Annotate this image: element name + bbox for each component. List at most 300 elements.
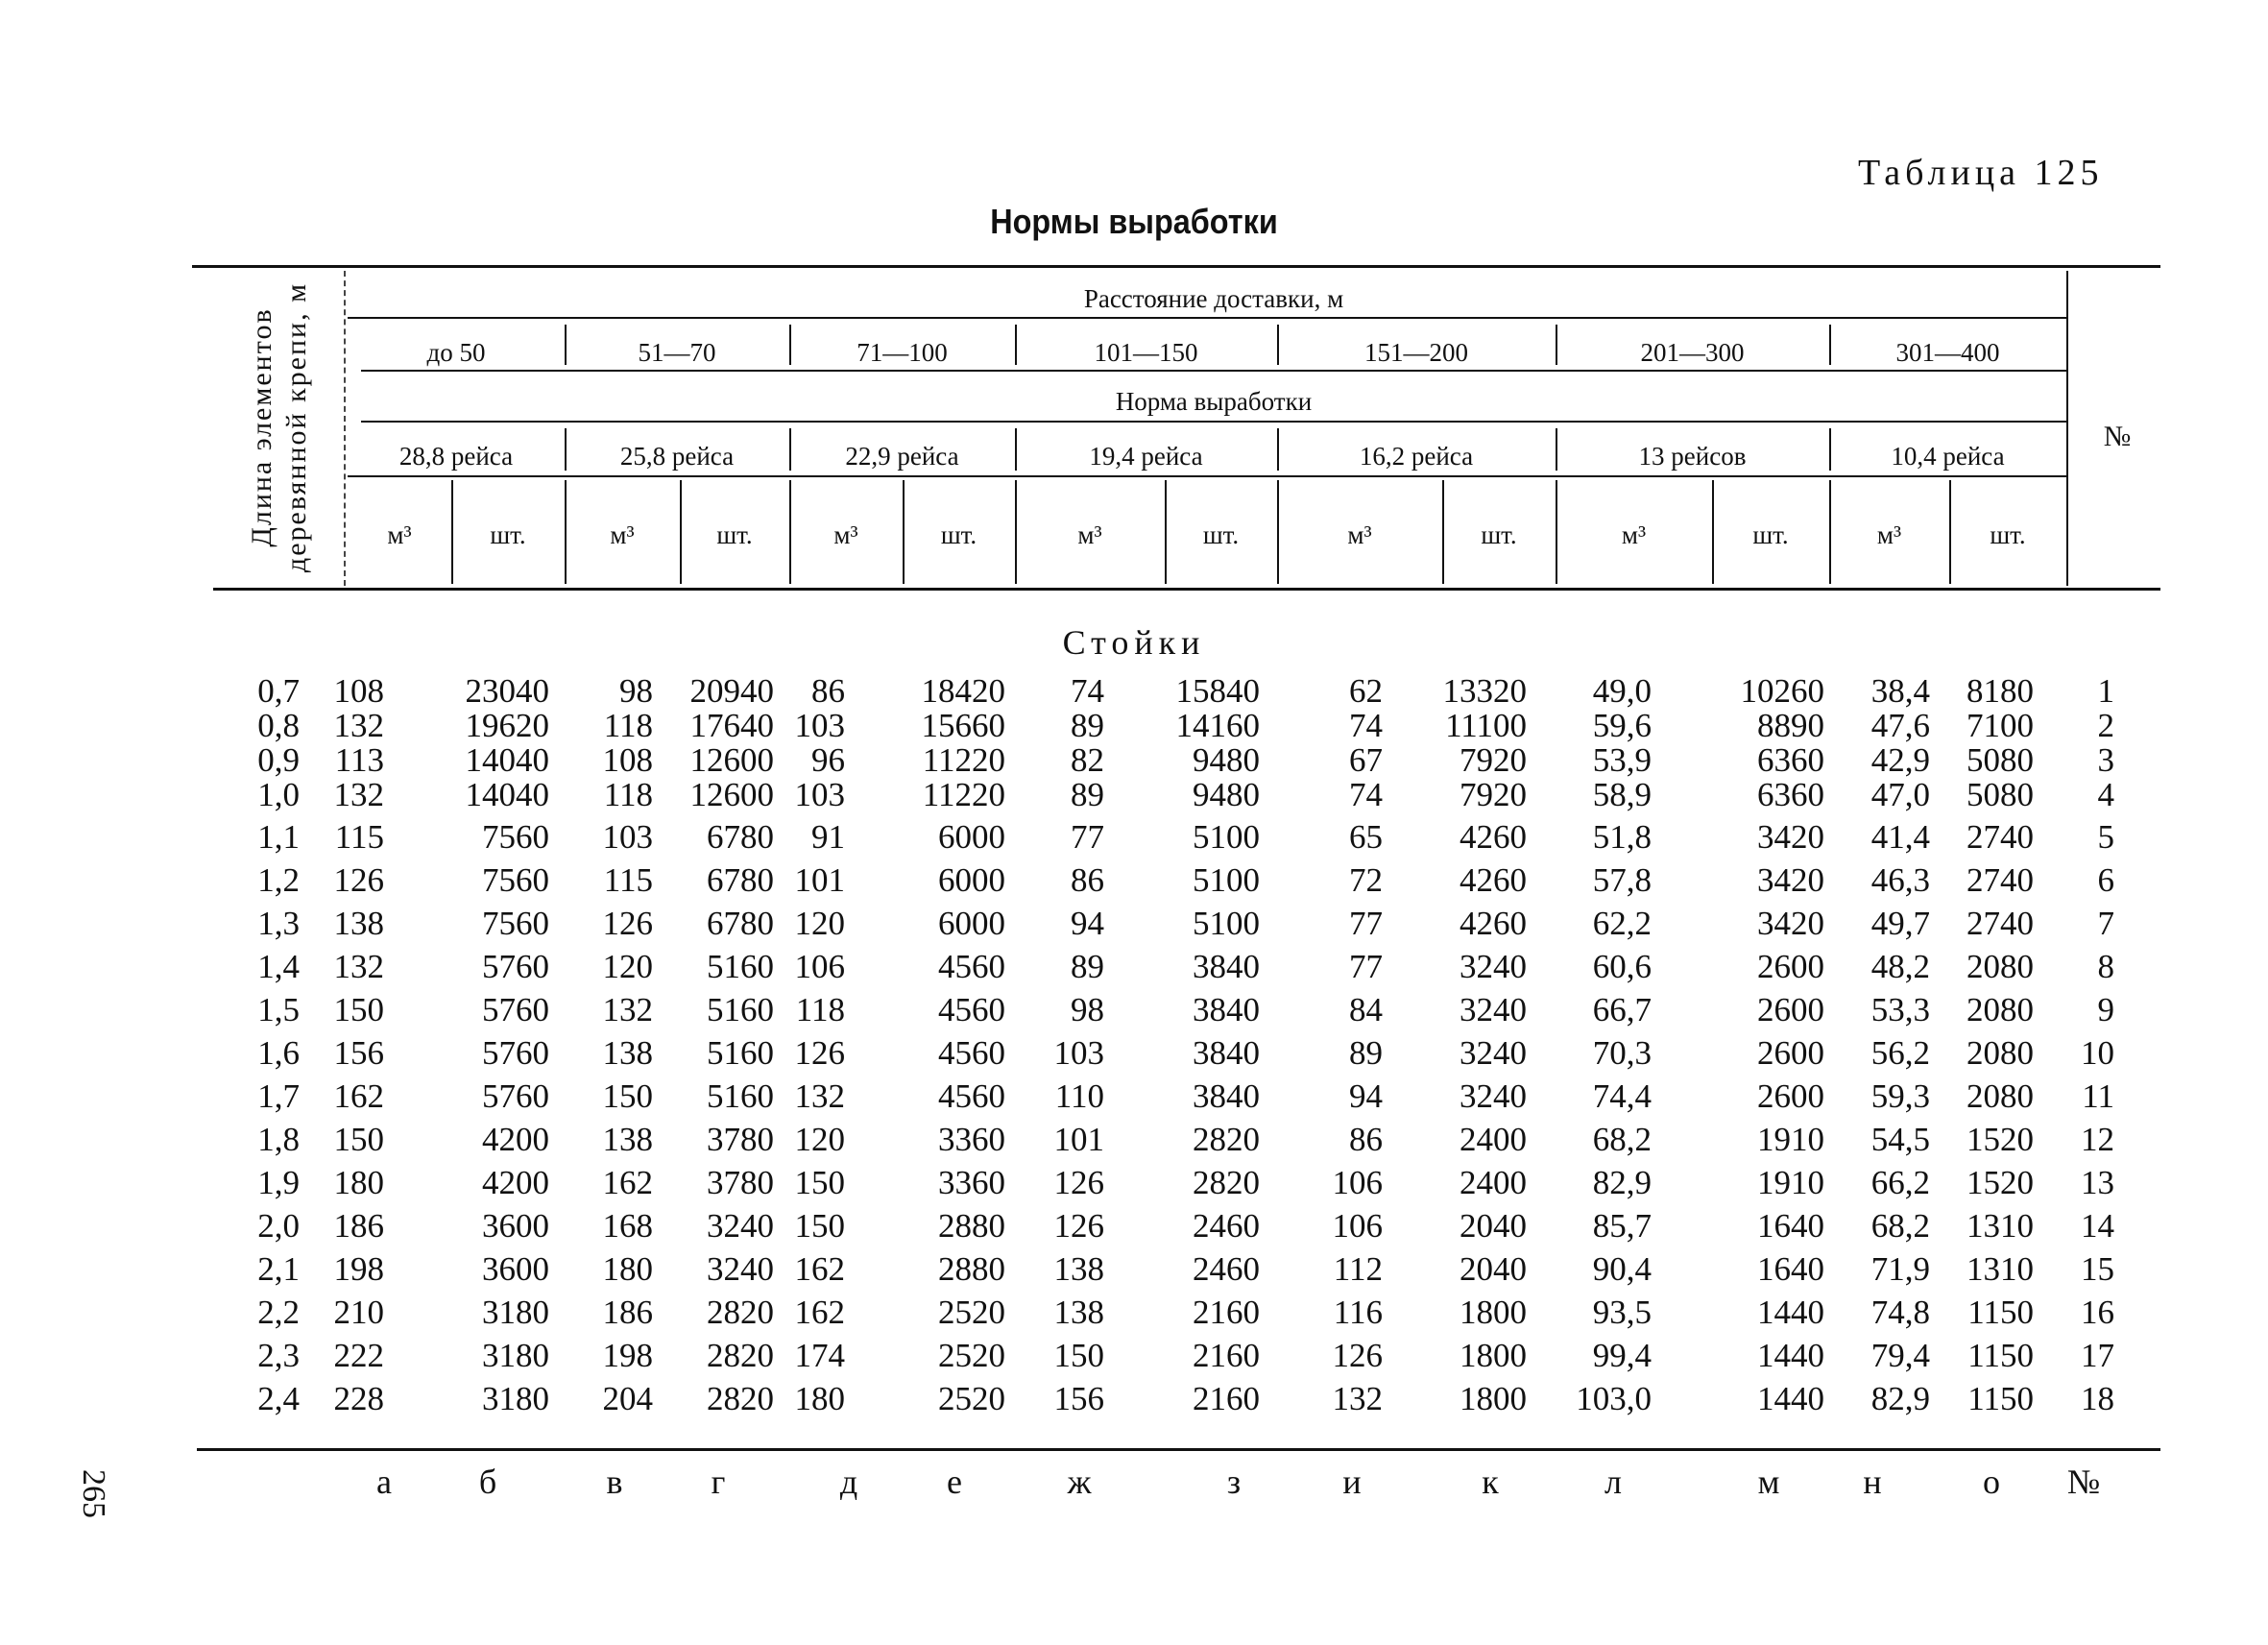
table-cell: 53,9 bbox=[1592, 741, 1652, 779]
table-cell: 2600 bbox=[1757, 948, 1824, 985]
table-cell: 3420 bbox=[1757, 905, 1824, 942]
column-letter: д bbox=[839, 1463, 858, 1501]
table-cell: 6000 bbox=[938, 818, 1005, 856]
column-letter: е bbox=[947, 1463, 962, 1501]
unit-sht: шт. bbox=[1990, 520, 2026, 549]
table-cell: 112 bbox=[1333, 1250, 1383, 1288]
table-cell: 2600 bbox=[1757, 1077, 1824, 1115]
table-cell: 86 bbox=[1071, 861, 1104, 899]
header-top-rule bbox=[192, 265, 2160, 268]
column-letter: о bbox=[1983, 1463, 2000, 1501]
table-cell: 14040 bbox=[465, 776, 549, 813]
table-title: Нормы выработки bbox=[990, 202, 1278, 241]
table-cell: 8180 bbox=[1966, 672, 2034, 710]
table-cell: 103 bbox=[794, 776, 845, 813]
table-cell: 4200 bbox=[482, 1121, 549, 1158]
row-number: 13 bbox=[2081, 1164, 2114, 1201]
table-cell: 89 bbox=[1349, 1034, 1383, 1072]
table-cell: 68,2 bbox=[1592, 1121, 1652, 1158]
row-number: 15 bbox=[2081, 1250, 2114, 1288]
table-cell: 103 bbox=[1053, 1034, 1104, 1072]
table-cell: 47,0 bbox=[1870, 776, 1930, 813]
table-cell: 1910 bbox=[1757, 1164, 1824, 1201]
row-number: 18 bbox=[2081, 1380, 2114, 1417]
table-cell: 1440 bbox=[1757, 1337, 1824, 1374]
unit-sht: шт. bbox=[490, 520, 526, 549]
table-cell: 138 bbox=[333, 905, 384, 942]
table-cell: 2520 bbox=[938, 1294, 1005, 1331]
table-cell: 156 bbox=[333, 1034, 384, 1072]
table-cell: 150 bbox=[1053, 1337, 1104, 1374]
table-cell: 2820 bbox=[1193, 1164, 1260, 1201]
stub-divider bbox=[344, 271, 346, 586]
table-cell: 14160 bbox=[1175, 707, 1260, 744]
table-cell: 1640 bbox=[1757, 1250, 1824, 1288]
table-cell: 42,9 bbox=[1870, 741, 1930, 779]
table-cell: 2820 bbox=[707, 1337, 774, 1374]
table-cell: 3780 bbox=[707, 1121, 774, 1158]
column-letter: г bbox=[711, 1463, 726, 1501]
distance-range: 151—200 bbox=[1364, 338, 1468, 367]
norm-header: Норма выработки bbox=[1115, 387, 1313, 416]
table-cell: 120 bbox=[794, 905, 845, 942]
table-cell: 46,3 bbox=[1870, 861, 1930, 899]
table-cell: 116 bbox=[1333, 1294, 1383, 1331]
row-length: 2,3 bbox=[257, 1337, 300, 1374]
table-cell: 138 bbox=[602, 1121, 653, 1158]
table-cell: 3600 bbox=[482, 1250, 549, 1288]
table-cell: 2520 bbox=[938, 1380, 1005, 1417]
table-cell: 19620 bbox=[465, 707, 549, 744]
table-cell: 38,4 bbox=[1870, 672, 1930, 710]
table-cell: 103 bbox=[602, 818, 653, 856]
row-number: 5 bbox=[2097, 818, 2114, 856]
table-cell: 118 bbox=[603, 707, 653, 744]
row-length: 2,2 bbox=[257, 1294, 300, 1331]
trips-count: 13 рейсов bbox=[1638, 442, 1747, 471]
table-cell: 126 bbox=[333, 861, 384, 899]
table-cell: 84 bbox=[1349, 991, 1383, 1028]
table-cell: 41,4 bbox=[1870, 818, 1930, 856]
table-cell: 82,9 bbox=[1870, 1380, 1930, 1417]
unit-m3: м³ bbox=[1876, 520, 1902, 549]
table-cell: 54,5 bbox=[1870, 1121, 1930, 1158]
table-cell: 1150 bbox=[1967, 1337, 2034, 1374]
table-cell: 5160 bbox=[707, 1077, 774, 1115]
unit-m3: м³ bbox=[387, 520, 412, 549]
table-cell: 23040 bbox=[465, 672, 549, 710]
table-cell: 1310 bbox=[1966, 1250, 2034, 1288]
table-cell: 70,3 bbox=[1592, 1034, 1652, 1072]
table-cell: 3420 bbox=[1757, 861, 1824, 899]
column-letter: к bbox=[1482, 1463, 1499, 1501]
table-cell: 86 bbox=[1349, 1121, 1383, 1158]
table-cell: 5160 bbox=[707, 991, 774, 1028]
row-number: 14 bbox=[2081, 1207, 2114, 1245]
table-cell: 89 bbox=[1071, 948, 1104, 985]
distance-range: до 50 bbox=[426, 338, 486, 367]
unit-m3: м³ bbox=[1347, 520, 1372, 549]
table-cell: 2160 bbox=[1193, 1337, 1260, 1374]
row-length: 0,7 bbox=[257, 672, 300, 710]
unit-sht: шт. bbox=[1202, 520, 1240, 549]
table-cell: 3780 bbox=[707, 1164, 774, 1201]
table-cell: 1800 bbox=[1460, 1294, 1527, 1331]
table-cell: 98 bbox=[619, 672, 653, 710]
table-cell: 4260 bbox=[1460, 861, 1527, 899]
table-cell: 120 bbox=[794, 1121, 845, 1158]
table-cell: 77 bbox=[1349, 948, 1383, 985]
column-letter: н bbox=[1863, 1463, 1882, 1501]
table-cell: 2080 bbox=[1966, 991, 2034, 1028]
table-cell: 7560 bbox=[482, 861, 549, 899]
table-cell: 115 bbox=[603, 861, 653, 899]
distance-bottom-rule bbox=[361, 370, 2066, 372]
table-cell: 126 bbox=[1053, 1207, 1104, 1245]
table-cell: 74,8 bbox=[1870, 1294, 1930, 1331]
norm-rule bbox=[361, 421, 2066, 423]
column-letter: и bbox=[1342, 1463, 1362, 1501]
table-cell: 13320 bbox=[1442, 672, 1527, 710]
table-cell: 2820 bbox=[707, 1380, 774, 1417]
column-letter: б bbox=[478, 1463, 497, 1501]
table-cell: 98 bbox=[1071, 991, 1104, 1028]
table-cell: 49,0 bbox=[1592, 672, 1652, 710]
row-number: 7 bbox=[2097, 905, 2114, 942]
table-cell: 5760 bbox=[482, 1077, 549, 1115]
table-cell: 3840 bbox=[1193, 1034, 1260, 1072]
table-cell: 5100 bbox=[1193, 818, 1260, 856]
table-cell: 6000 bbox=[938, 861, 1005, 899]
table-cell: 82,9 bbox=[1592, 1164, 1652, 1201]
table-cell: 79,4 bbox=[1870, 1337, 1930, 1374]
table-cell: 4260 bbox=[1460, 905, 1527, 942]
table-cell: 2040 bbox=[1460, 1207, 1527, 1245]
table-cell: 11220 bbox=[922, 776, 1005, 813]
table-cell: 3360 bbox=[938, 1164, 1005, 1201]
table-cell: 2740 bbox=[1966, 905, 2034, 942]
distance-range: 301—400 bbox=[1895, 338, 2000, 367]
trips-rule bbox=[348, 475, 2066, 477]
table-cell: 222 bbox=[333, 1337, 384, 1374]
table-cell: 2400 bbox=[1460, 1164, 1527, 1201]
row-number: 3 bbox=[2097, 741, 2114, 779]
table-cell: 1520 bbox=[1966, 1164, 2034, 1201]
table-cell: 228 bbox=[333, 1380, 384, 1417]
table-cell: 74,4 bbox=[1592, 1077, 1652, 1115]
table-cell: 4560 bbox=[938, 1034, 1005, 1072]
table-cell: 51,8 bbox=[1592, 818, 1652, 856]
table-cell: 4560 bbox=[938, 991, 1005, 1028]
table-cell: 126 bbox=[602, 905, 653, 942]
table-cell: 66,7 bbox=[1592, 991, 1652, 1028]
table-cell: 12600 bbox=[689, 776, 774, 813]
table-cell: 15660 bbox=[921, 707, 1005, 744]
distance-range: 71—100 bbox=[857, 338, 948, 367]
table-cell: 3600 bbox=[482, 1207, 549, 1245]
table-cell: 101 bbox=[1053, 1121, 1104, 1158]
table-cell: 2040 bbox=[1460, 1250, 1527, 1288]
table-cell: 86 bbox=[811, 672, 845, 710]
unit-sht: шт. bbox=[1481, 520, 1517, 549]
table-cell: 60,6 bbox=[1592, 948, 1652, 985]
table-cell: 150 bbox=[333, 1121, 384, 1158]
table-cell: 53,3 bbox=[1870, 991, 1930, 1028]
section-title: Стойки bbox=[1062, 623, 1206, 662]
table-cell: 3180 bbox=[482, 1380, 549, 1417]
table-cell: 198 bbox=[333, 1250, 384, 1288]
table-cell: 49,7 bbox=[1870, 905, 1930, 942]
table-cell: 108 bbox=[602, 741, 653, 779]
table-cell: 5160 bbox=[707, 948, 774, 985]
table-cell: 2740 bbox=[1966, 861, 2034, 899]
table-cell: 138 bbox=[602, 1034, 653, 1072]
row-length: 1,1 bbox=[257, 818, 300, 856]
table-cell: 91 bbox=[811, 818, 845, 856]
table-cell: 1800 bbox=[1460, 1337, 1527, 1374]
table-cell: 3360 bbox=[938, 1121, 1005, 1158]
table-cell: 18420 bbox=[921, 672, 1005, 710]
row-number: 11 bbox=[2082, 1077, 2114, 1115]
row-number: 10 bbox=[2081, 1034, 2114, 1072]
table-cell: 4260 bbox=[1460, 818, 1527, 856]
table-cell: 77 bbox=[1071, 818, 1104, 856]
distance-rule bbox=[348, 317, 2066, 319]
table-cell: 3240 bbox=[1460, 1034, 1527, 1072]
table-cell: 1640 bbox=[1757, 1207, 1824, 1245]
table-cell: 113 bbox=[334, 741, 384, 779]
table-label: Таблица 125 bbox=[1858, 153, 2104, 193]
distance-range: 201—300 bbox=[1640, 338, 1745, 367]
trips-count: 16,2 рейса bbox=[1359, 442, 1474, 471]
trips-count: 25,8 рейса bbox=[619, 442, 735, 471]
table-cell: 3840 bbox=[1193, 948, 1260, 985]
table-cell: 3240 bbox=[707, 1207, 774, 1245]
table-cell: 3240 bbox=[707, 1250, 774, 1288]
table-cell: 67 bbox=[1349, 741, 1383, 779]
table-cell: 48,2 bbox=[1870, 948, 1930, 985]
table-cell: 47,6 bbox=[1870, 707, 1930, 744]
table-cell: 101 bbox=[794, 861, 845, 899]
table-cell: 118 bbox=[603, 776, 653, 813]
table-cell: 2160 bbox=[1193, 1380, 1260, 1417]
table-cell: 1310 bbox=[1966, 1207, 2034, 1245]
column-letter: в bbox=[606, 1463, 623, 1501]
table-cell: 126 bbox=[794, 1034, 845, 1072]
table-cell: 2460 bbox=[1193, 1250, 1260, 1288]
table-cell: 74 bbox=[1349, 707, 1383, 744]
table-cell: 204 bbox=[602, 1380, 653, 1417]
table-cell: 1150 bbox=[1967, 1294, 2034, 1331]
table-cell: 5760 bbox=[482, 1034, 549, 1072]
table-cell: 2820 bbox=[707, 1294, 774, 1331]
table-cell: 150 bbox=[794, 1207, 845, 1245]
table-cell: 2460 bbox=[1193, 1207, 1260, 1245]
table-cell: 4560 bbox=[938, 948, 1005, 985]
table-cell: 6780 bbox=[707, 905, 774, 942]
table-cell: 2160 bbox=[1193, 1294, 1260, 1331]
table-cell: 3240 bbox=[1460, 948, 1527, 985]
table-cell: 59,3 bbox=[1870, 1077, 1930, 1115]
table-cell: 2600 bbox=[1757, 991, 1824, 1028]
table-cell: 180 bbox=[794, 1380, 845, 1417]
table-cell: 1440 bbox=[1757, 1294, 1824, 1331]
row-length: 1,2 bbox=[257, 861, 300, 899]
column-letter: № bbox=[2066, 1463, 2101, 1501]
table-cell: 180 bbox=[602, 1250, 653, 1288]
row-number: 6 bbox=[2097, 861, 2114, 899]
table-cell: 7100 bbox=[1966, 707, 2034, 744]
distance-range: 101—150 bbox=[1094, 338, 1198, 367]
table-cell: 138 bbox=[1053, 1250, 1104, 1288]
row-number: 9 bbox=[2097, 991, 2114, 1028]
table-cell: 6780 bbox=[707, 818, 774, 856]
column-letter: ж bbox=[1067, 1463, 1092, 1501]
table-cell: 3420 bbox=[1757, 818, 1824, 856]
table-cell: 5760 bbox=[482, 948, 549, 985]
table-cell: 132 bbox=[333, 948, 384, 985]
table-cell: 1440 bbox=[1757, 1380, 1824, 1417]
distance-range: 51—70 bbox=[638, 338, 716, 367]
table-cell: 106 bbox=[794, 948, 845, 985]
table-cell: 14040 bbox=[465, 741, 549, 779]
unit-sht: шт. bbox=[940, 520, 977, 549]
row-number: 16 bbox=[2081, 1294, 2114, 1331]
table-cell: 180 bbox=[333, 1164, 384, 1201]
table-cell: 3240 bbox=[1460, 991, 1527, 1028]
table-cell: 74 bbox=[1349, 776, 1383, 813]
table-cell: 103,0 bbox=[1576, 1380, 1652, 1417]
table-cell: 94 bbox=[1071, 905, 1104, 942]
table-cell: 2080 bbox=[1966, 1034, 2034, 1072]
row-number: 4 bbox=[2097, 776, 2114, 813]
table-cell: 65 bbox=[1349, 818, 1383, 856]
row-length: 1,6 bbox=[257, 1034, 300, 1072]
row-length: 1,9 bbox=[257, 1164, 300, 1201]
table-cell: 132 bbox=[333, 707, 384, 744]
table-cell: 82 bbox=[1071, 741, 1104, 779]
header-bottom-rule bbox=[213, 588, 2160, 591]
table-cell: 93,5 bbox=[1592, 1294, 1652, 1331]
table-cell: 90,4 bbox=[1592, 1250, 1652, 1288]
table-cell: 6780 bbox=[707, 861, 774, 899]
row-length: 1,0 bbox=[257, 776, 300, 813]
table-cell: 5100 bbox=[1193, 861, 1260, 899]
row-length: 0,9 bbox=[257, 741, 300, 779]
table-cell: 150 bbox=[794, 1164, 845, 1201]
table-cell: 99,4 bbox=[1592, 1337, 1652, 1374]
unit-sht: шт. bbox=[1752, 520, 1789, 549]
table-cell: 162 bbox=[602, 1164, 653, 1201]
table-cell: 77 bbox=[1349, 905, 1383, 942]
table-cell: 5760 bbox=[482, 991, 549, 1028]
page-number: 265 bbox=[76, 1469, 111, 1518]
trips-count: 22,9 рейса bbox=[845, 442, 959, 471]
table-cell: 57,8 bbox=[1592, 861, 1652, 899]
table-cell: 126 bbox=[1332, 1337, 1383, 1374]
table-cell: 4200 bbox=[482, 1164, 549, 1201]
table-cell: 168 bbox=[602, 1207, 653, 1245]
table-cell: 20940 bbox=[689, 672, 774, 710]
num-header: № bbox=[2103, 421, 2132, 452]
table-cell: 103 bbox=[794, 707, 845, 744]
table-cell: 89 bbox=[1071, 776, 1104, 813]
table-cell: 6360 bbox=[1757, 741, 1824, 779]
table-cell: 2080 bbox=[1966, 948, 2034, 985]
table-cell: 11100 bbox=[1445, 707, 1527, 744]
table-cell: 2080 bbox=[1966, 1077, 2034, 1115]
row-length: 2,0 bbox=[257, 1207, 300, 1245]
table-cell: 12600 bbox=[689, 741, 774, 779]
table-cell: 71,9 bbox=[1870, 1250, 1930, 1288]
table-cell: 6360 bbox=[1757, 776, 1824, 813]
table-cell: 1800 bbox=[1460, 1380, 1527, 1417]
table-cell: 6000 bbox=[938, 905, 1005, 942]
trips-count: 28,8 рейса bbox=[398, 442, 514, 471]
table-cell: 7560 bbox=[482, 818, 549, 856]
table-cell: 110 bbox=[1054, 1077, 1104, 1115]
row-number: 2 bbox=[2097, 707, 2114, 744]
distance-header: Расстояние доставки, м bbox=[1083, 284, 1344, 313]
stub-header: Длина элементов деревянной крепи, м bbox=[246, 281, 312, 573]
row-number: 17 bbox=[2081, 1337, 2114, 1374]
table-cell: 108 bbox=[333, 672, 384, 710]
column-letter: м bbox=[1757, 1463, 1780, 1501]
table-cell: 2520 bbox=[938, 1337, 1005, 1374]
table-cell: 7920 bbox=[1460, 741, 1527, 779]
table-cell: 2880 bbox=[938, 1207, 1005, 1245]
row-length: 0,8 bbox=[257, 707, 300, 744]
column-letter: л bbox=[1604, 1463, 1622, 1501]
trips-count: 19,4 рейса bbox=[1089, 442, 1203, 471]
table-cell: 138 bbox=[1053, 1294, 1104, 1331]
unit-m3: м³ bbox=[1077, 520, 1102, 549]
unit-m3: м³ bbox=[1621, 520, 1647, 549]
table-cell: 94 bbox=[1349, 1077, 1383, 1115]
table-cell: 96 bbox=[811, 741, 845, 779]
table-cell: 198 bbox=[602, 1337, 653, 1374]
table-cell: 126 bbox=[1053, 1164, 1104, 1201]
table-cell: 132 bbox=[602, 991, 653, 1028]
table-cell: 62 bbox=[1349, 672, 1383, 710]
row-length: 1,8 bbox=[257, 1121, 300, 1158]
table-cell: 1910 bbox=[1757, 1121, 1824, 1158]
table-cell: 10260 bbox=[1740, 672, 1824, 710]
table-cell: 72 bbox=[1349, 861, 1383, 899]
table-cell: 106 bbox=[1332, 1207, 1383, 1245]
num-divider bbox=[2066, 271, 2068, 586]
table-cell: 150 bbox=[333, 991, 384, 1028]
table-cell: 162 bbox=[794, 1294, 845, 1331]
table-cell: 186 bbox=[333, 1207, 384, 1245]
table-cell: 7920 bbox=[1460, 776, 1527, 813]
table-cell: 68,2 bbox=[1870, 1207, 1930, 1245]
table-cell: 2740 bbox=[1966, 818, 2034, 856]
column-letter: а bbox=[376, 1463, 392, 1501]
table-cell: 3840 bbox=[1193, 1077, 1260, 1115]
row-number: 8 bbox=[2097, 948, 2114, 985]
column-letter: з bbox=[1226, 1463, 1242, 1501]
table-cell: 4560 bbox=[938, 1077, 1005, 1115]
table-cell: 85,7 bbox=[1592, 1207, 1652, 1245]
table-cell: 5160 bbox=[707, 1034, 774, 1072]
table-cell: 3180 bbox=[482, 1337, 549, 1374]
row-length: 2,4 bbox=[257, 1380, 300, 1417]
table-cell: 56,2 bbox=[1870, 1034, 1930, 1072]
row-length: 1,4 bbox=[257, 948, 300, 985]
row-length: 2,1 bbox=[257, 1250, 300, 1288]
table-cell: 7560 bbox=[482, 905, 549, 942]
